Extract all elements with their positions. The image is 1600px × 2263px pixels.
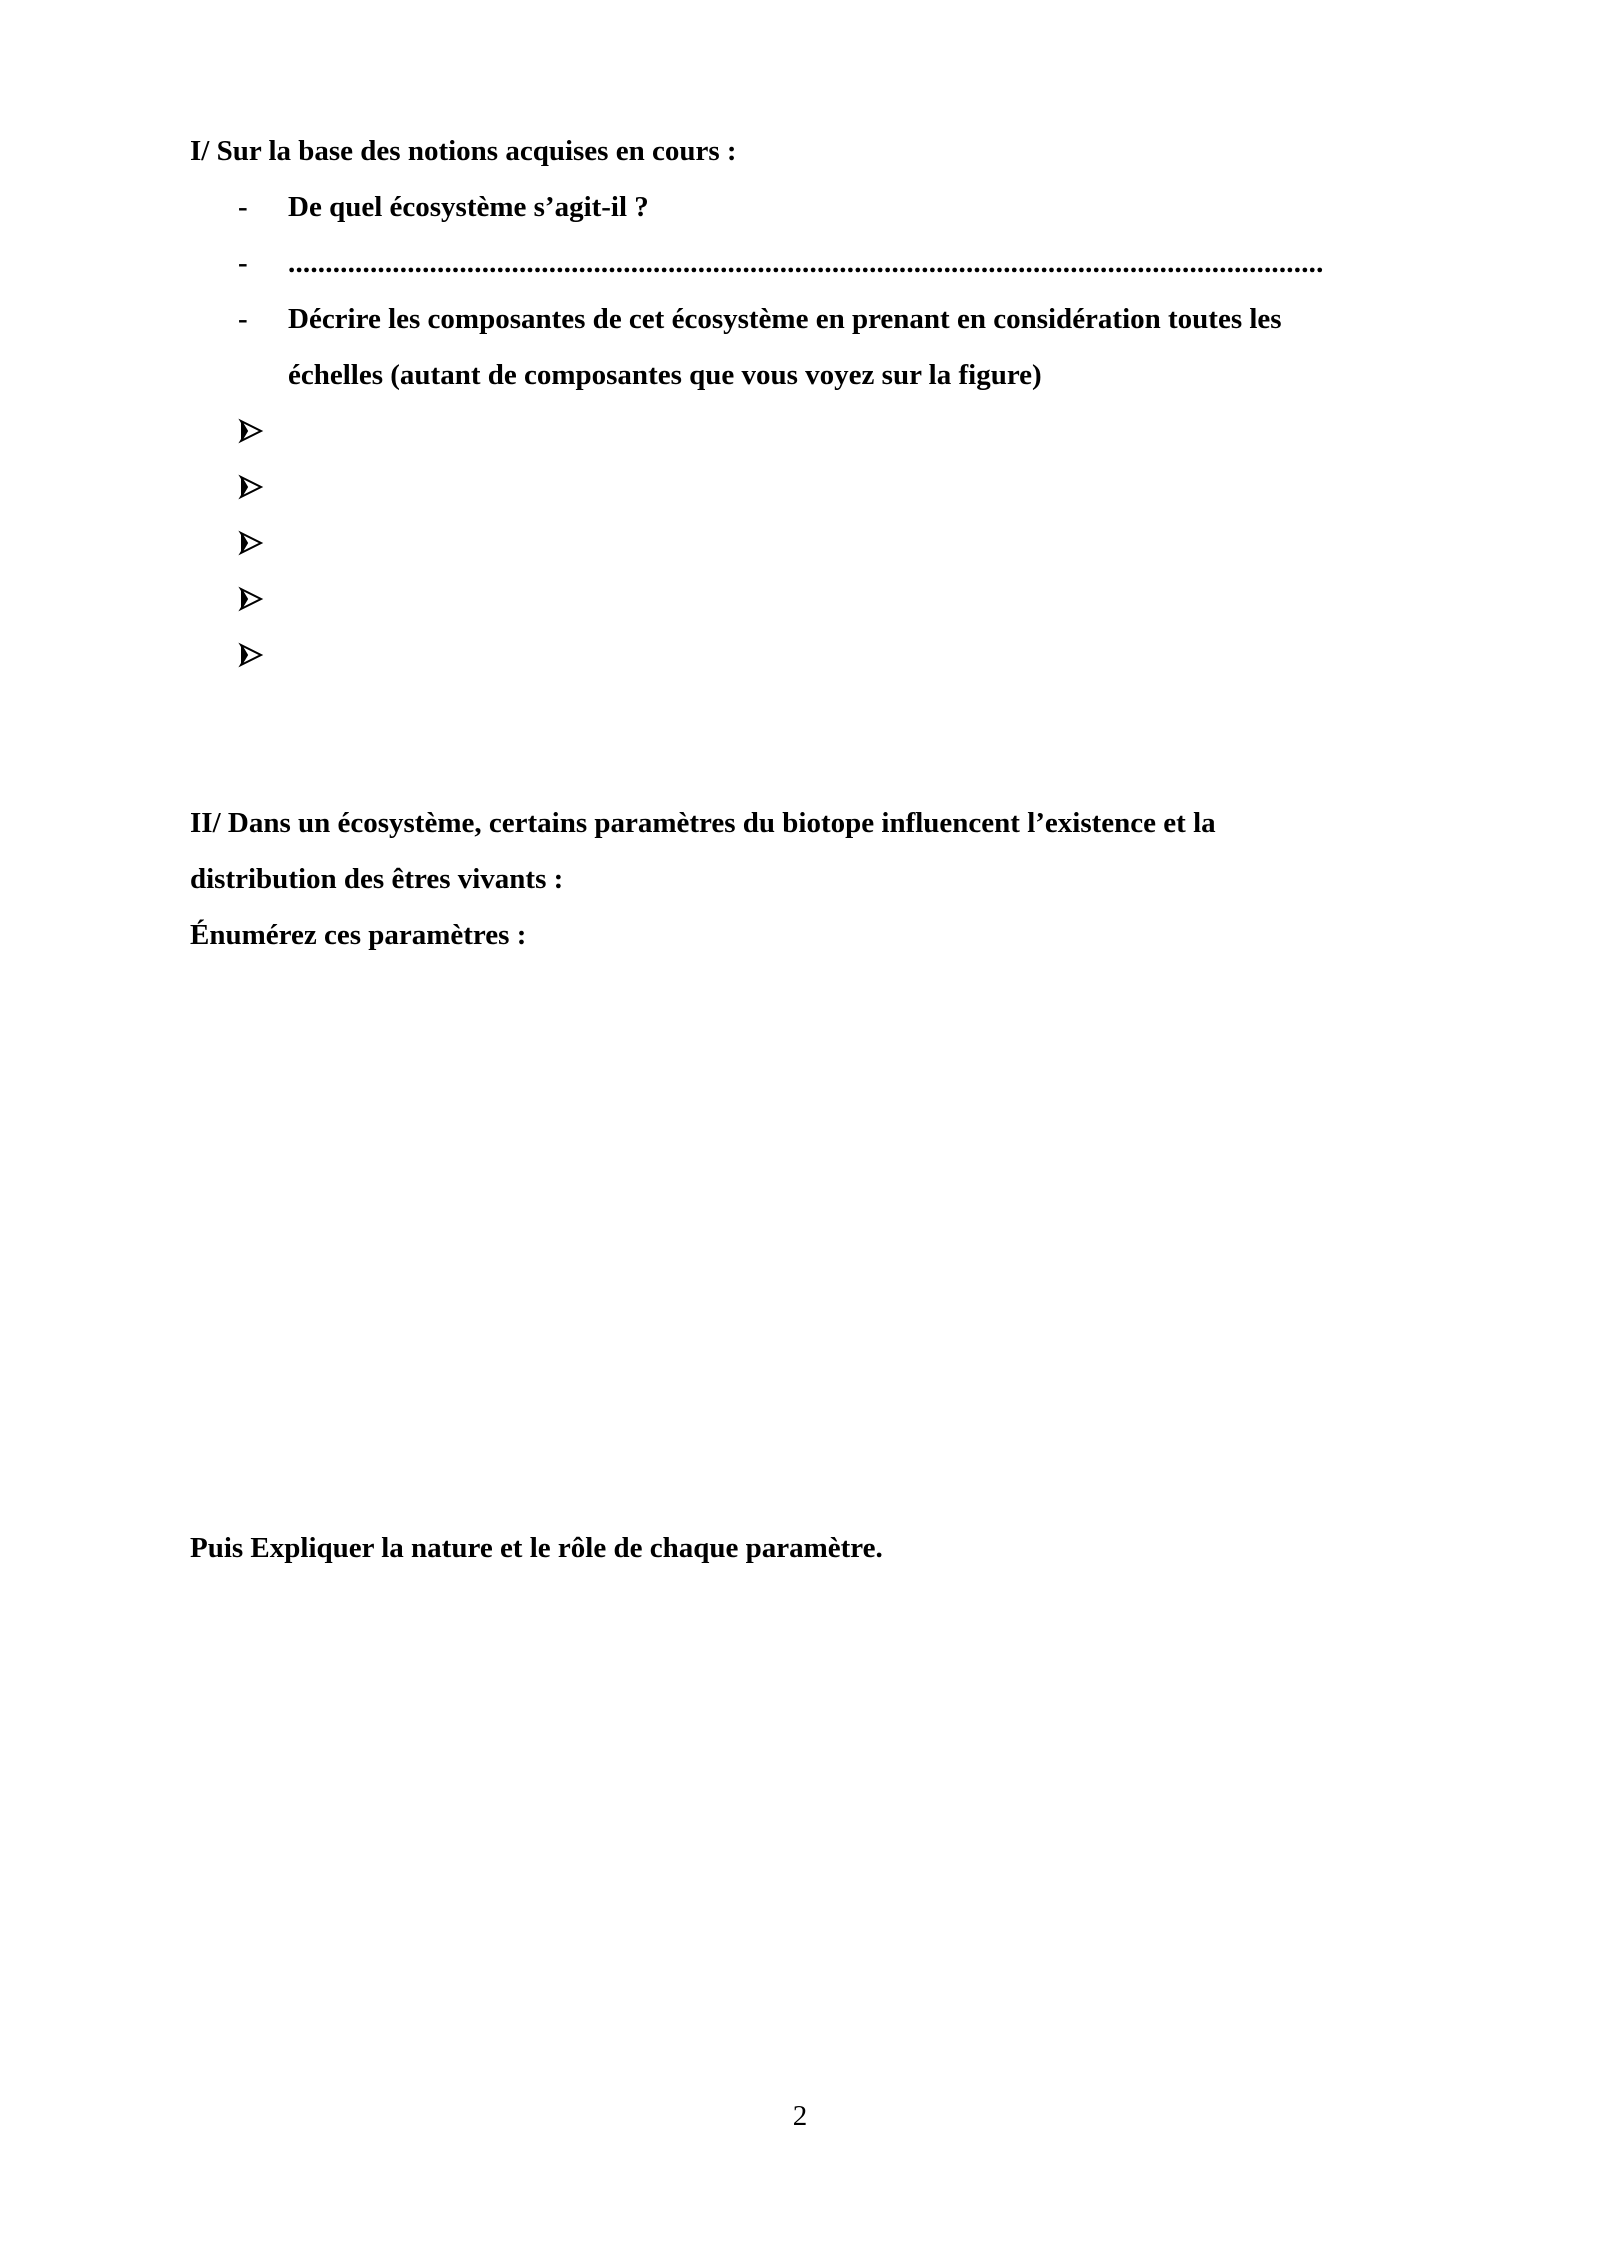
dash-marker: -	[238, 191, 248, 223]
arrow-bullet-icon	[238, 586, 264, 612]
question-ecosystem: De quel écosystème s’agit-il ?	[288, 191, 649, 223]
answer-dotted-line: ...........................................................................................................................................	[288, 247, 1324, 279]
section-1-heading: I/ Sur la base des notions acquises en cours :	[190, 135, 737, 167]
question-components: Décrire les composantes de cet écosystème en prenant en considération toutes les	[288, 303, 1282, 335]
enumerate-prompt: Énumérez ces paramètres :	[190, 919, 527, 951]
section-2-heading-line-2: distribution des êtres vivants :	[190, 863, 564, 895]
page-number: 2	[792, 2100, 808, 2132]
arrow-bullet-icon	[238, 474, 264, 500]
dash-marker: -	[238, 247, 248, 279]
section-2-heading-line-1: II/ Dans un écosystème, certains paramètres du biotope influencent l’existence et la	[190, 807, 1216, 839]
arrow-bullet-icon	[238, 418, 264, 444]
arrow-bullet-icon	[238, 530, 264, 556]
question-components-continuation: échelles (autant de composantes que vous voyez sur la figure)	[288, 359, 1042, 391]
explain-prompt: Puis Expliquer la nature et le rôle de chaque paramètre.	[190, 1532, 883, 1564]
dash-marker: -	[238, 303, 248, 335]
arrow-bullet-icon	[238, 642, 264, 668]
